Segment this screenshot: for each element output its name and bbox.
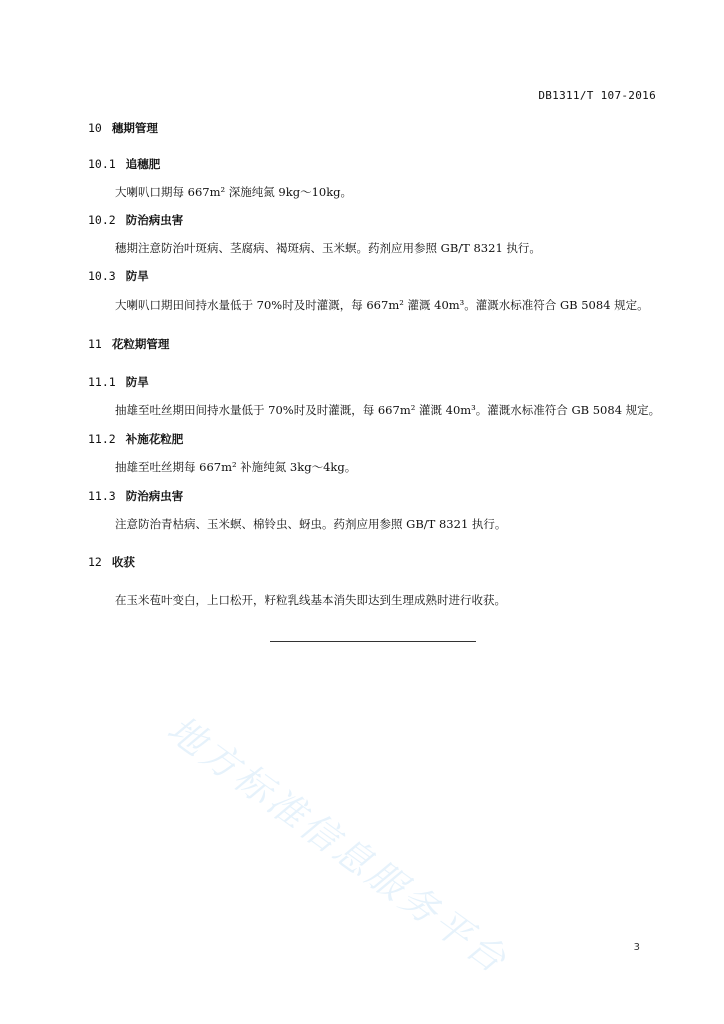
section-title: 花粒期管理 (111, 337, 170, 351)
section-heading-11-1 (88, 374, 149, 390)
section-text-11-2: 抽雄至吐丝期每 667m² 补施纯氮 3kg～4kg。 (115, 460, 357, 474)
section-number: 11 (88, 337, 102, 351)
section-number: 10 (88, 121, 102, 135)
section-heading-10-1 (88, 156, 160, 172)
section-heading-12 (88, 554, 135, 570)
section-number: 12 (88, 555, 102, 569)
section-text-11-1: 抽雄至吐丝期田间持水量低于 70%时及时灌溉，每 667m² 灌溉 40m³。灌溉水标准符合 GB 5084 规定。 (115, 403, 661, 417)
section-heading-11-3 (88, 488, 183, 504)
end-rule (270, 641, 476, 642)
section-title: 防旱 (125, 269, 149, 283)
section-number: 11.3 (88, 489, 116, 503)
section-heading-10-2 (88, 212, 183, 228)
watermark-text: 地方标准信息服务平台 (159, 707, 517, 984)
section-title: 防治病虫害 (125, 489, 184, 503)
section-title: 穗期管理 (111, 121, 158, 135)
section-text-10-2: 穗期注意防治叶斑病、茎腐病、褐斑病、玉米螟。药剂应用参照 GB/T 8321 执行。 (115, 241, 541, 255)
section-heading-10 (88, 120, 158, 136)
section-number: 10.3 (88, 269, 116, 283)
section-number: 11.2 (88, 432, 116, 446)
document-code: DB1311/T 107-2016 (538, 89, 656, 102)
section-title: 追穗肥 (125, 157, 161, 171)
section-heading-10-3 (88, 268, 149, 284)
section-number: 11.1 (88, 375, 116, 389)
section-text-10-1: 大喇叭口期每 667m² 深施纯氮 9kg～10kg。 (115, 185, 353, 199)
section-text-10-3: 大喇叭口期田间持水量低于 70%时及时灌溉，每 667m² 灌溉 40m³。灌溉水标准符合 GB 5084 规定。 (115, 298, 649, 312)
section-text-11-3: 注意防治青枯病、玉米螟、棉铃虫、蚜虫。药剂应用参照 GB/T 8321 执行。 (115, 517, 507, 531)
section-text-12: 在玉米苞叶变白，上口松开，籽粒乳线基本消失即达到生理成熟时进行收获。 (115, 593, 506, 607)
section-number: 10.1 (88, 157, 116, 171)
page-number: 3 (633, 942, 640, 953)
section-title: 收获 (111, 555, 135, 569)
section-title: 防旱 (125, 375, 149, 389)
section-title: 防治病虫害 (125, 213, 184, 227)
section-heading-11-2 (88, 431, 183, 447)
section-title: 补施花粒肥 (125, 432, 184, 446)
section-heading-11 (88, 336, 169, 352)
section-number: 10.2 (88, 213, 116, 227)
